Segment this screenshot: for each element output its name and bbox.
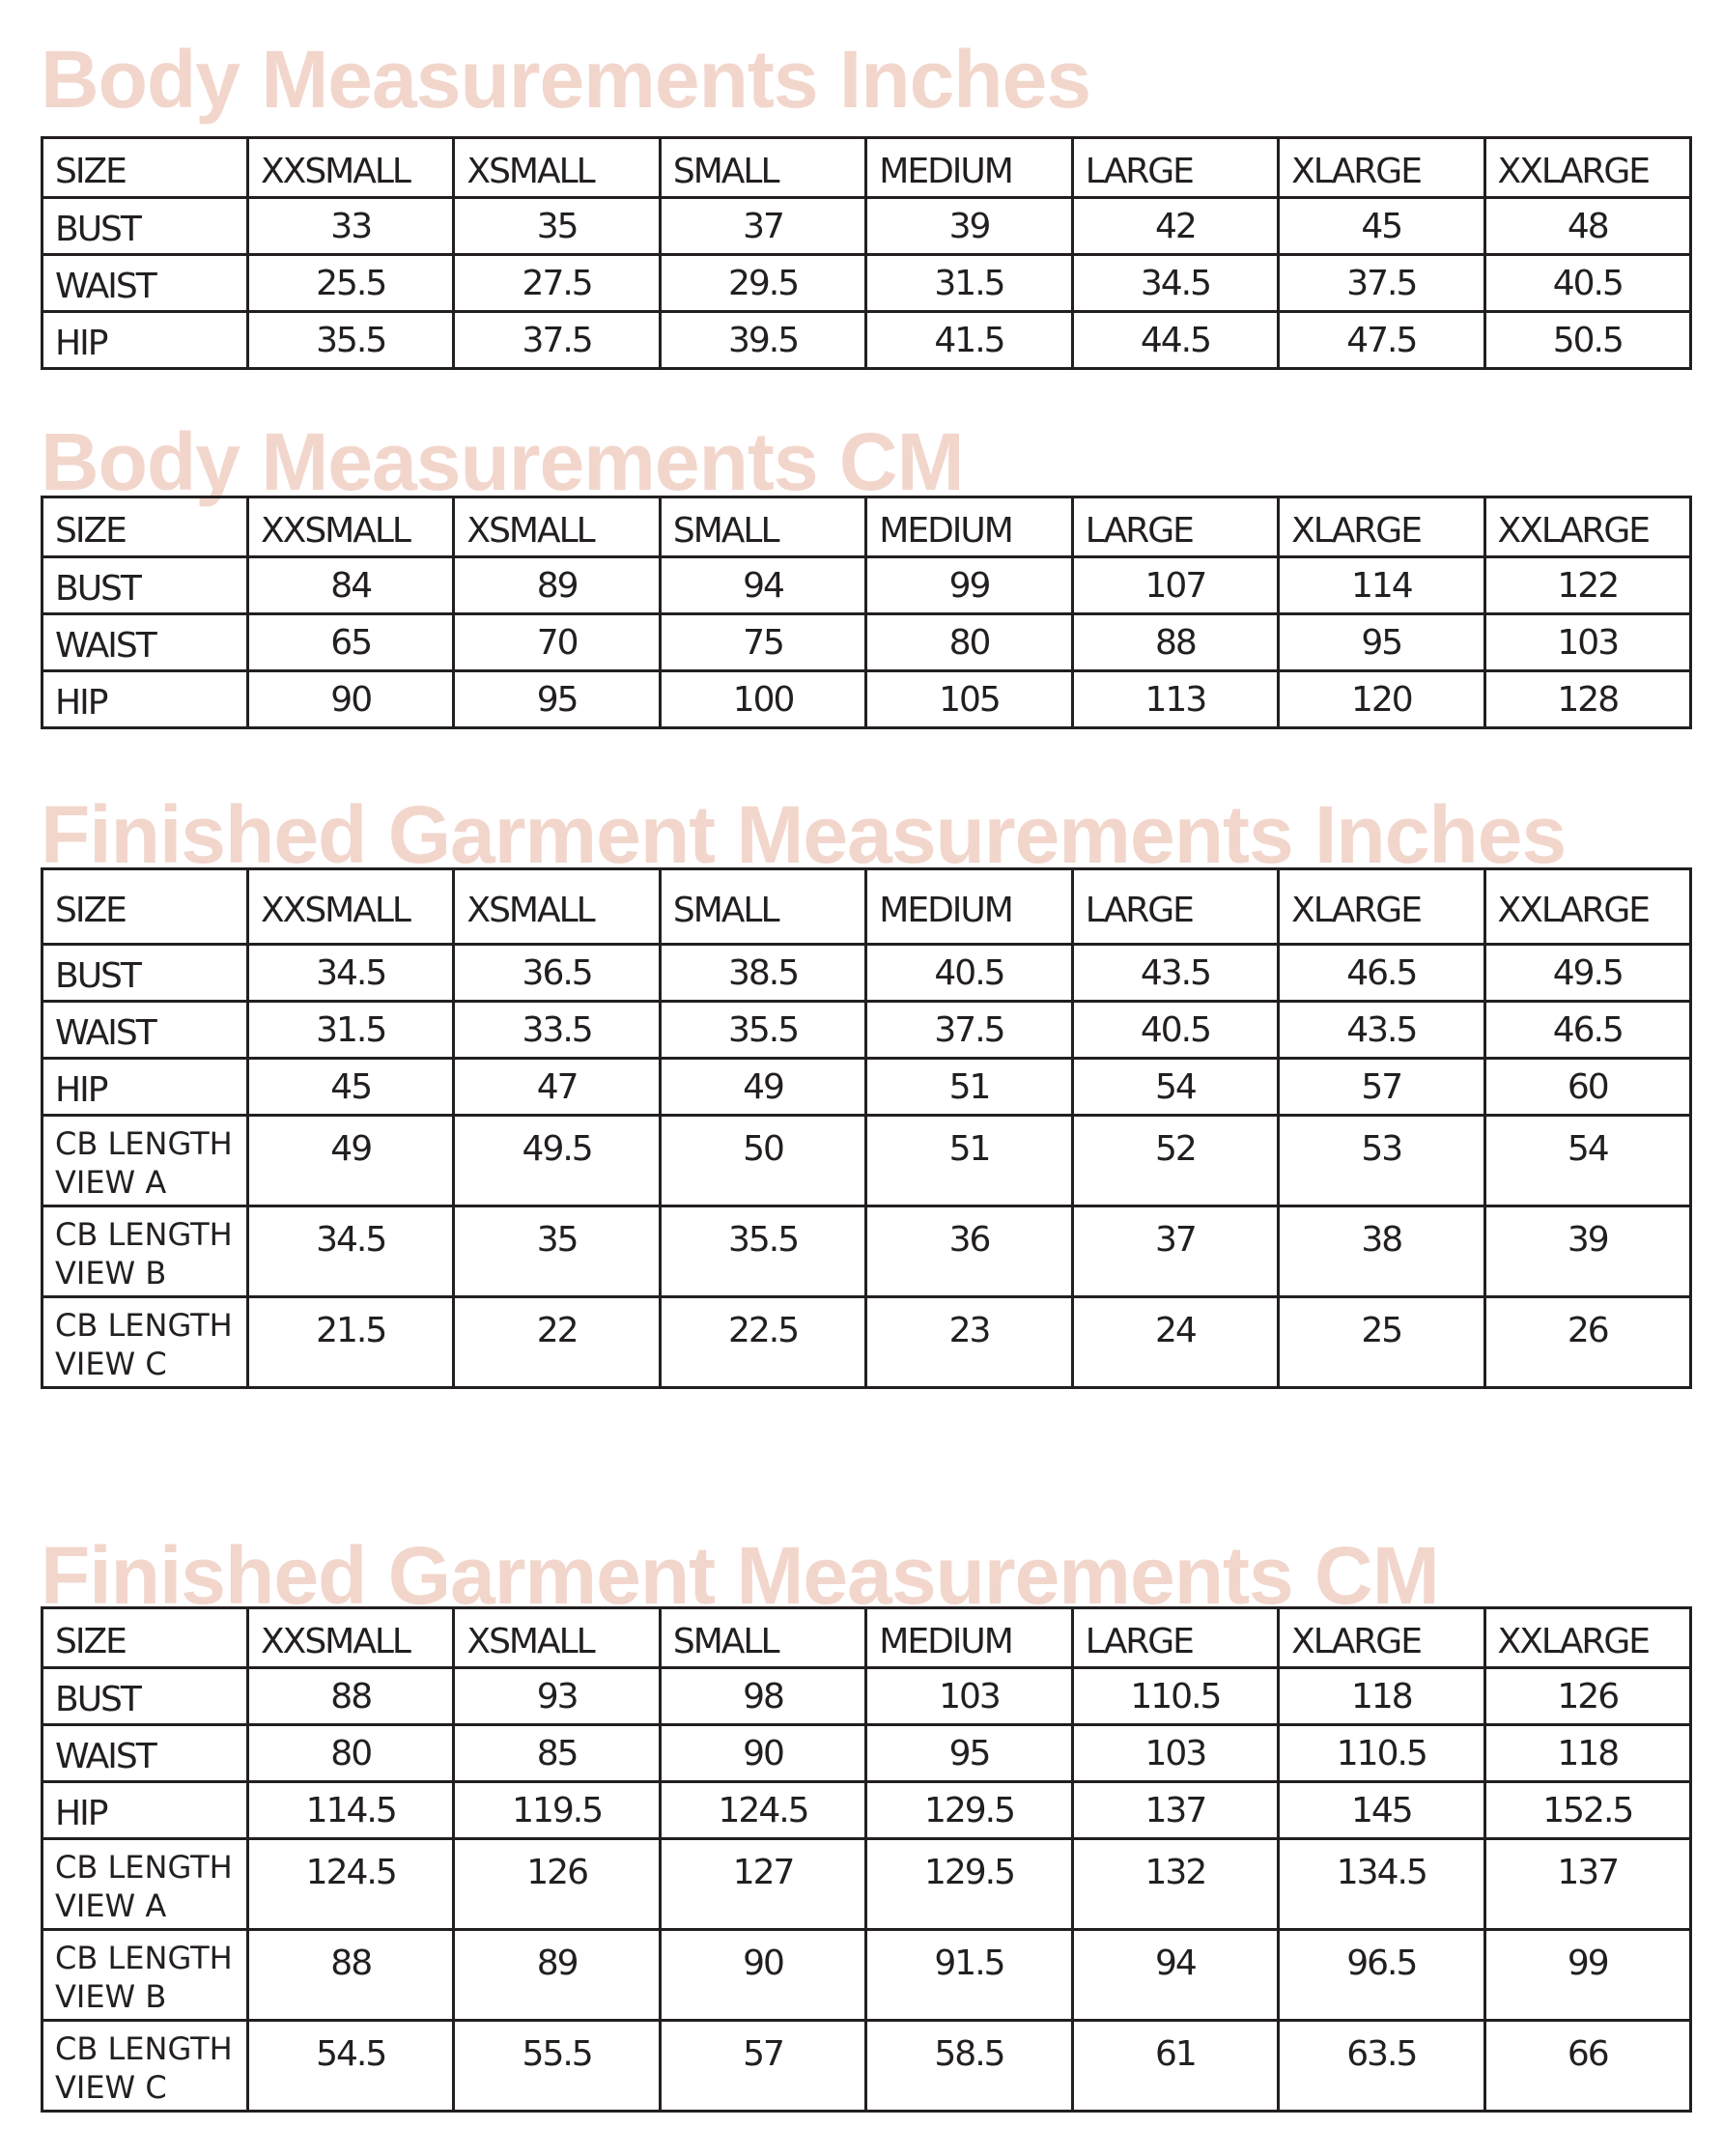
value-cell-large: 52 — [1072, 1116, 1278, 1206]
row-label-line: HIP — [55, 683, 107, 723]
row-label-line: HIP — [55, 1070, 107, 1110]
size-xsmall-header: XSMALL — [454, 869, 660, 945]
size-small-header: SMALL — [660, 138, 865, 198]
value-cell-xxsmall: 35.5 — [248, 312, 454, 369]
size-large-header: LARGE — [1072, 1608, 1278, 1668]
row-label-line: VIEW B — [55, 1255, 167, 1291]
value-cell-xxsmall: 90 — [248, 671, 454, 728]
value-cell-xxsmall: 33 — [248, 198, 454, 255]
value-cell-medium: 99 — [866, 557, 1072, 614]
value-cell-medium: 91.5 — [866, 1930, 1072, 2021]
value-cell-large: 42 — [1072, 198, 1278, 255]
value-cell-medium: 95 — [866, 1725, 1072, 1782]
size-medium-header: MEDIUM — [866, 1608, 1072, 1668]
value-cell-xlarge: 25 — [1279, 1297, 1484, 1388]
value-cell-large: 132 — [1072, 1839, 1278, 1930]
value-cell-xsmall: 70 — [454, 614, 660, 671]
value-cell-large: 44.5 — [1072, 312, 1278, 369]
row-label — [42, 1206, 248, 1297]
value-cell-small: 75 — [660, 614, 865, 671]
table-row — [42, 2021, 1691, 2112]
value-cell-medium: 129.5 — [866, 1782, 1072, 1839]
row-label — [42, 557, 248, 614]
value-cell-large: 88 — [1072, 614, 1278, 671]
row-label — [42, 1839, 248, 1930]
value-cell-xlarge: 38 — [1279, 1206, 1484, 1297]
value-cell-xxlarge: 39 — [1484, 1206, 1690, 1297]
row-label-line: BUST — [55, 210, 140, 249]
size-xxsmall-header: XXSMALL — [248, 138, 454, 198]
value-cell-xxlarge: 99 — [1484, 1930, 1690, 2021]
row-label-line: VIEW C — [55, 1346, 167, 1382]
value-cell-xsmall: 89 — [454, 1930, 660, 2021]
row-label — [42, 945, 248, 1002]
value-cell-small: 90 — [660, 1930, 865, 2021]
value-cell-xsmall: 85 — [454, 1725, 660, 1782]
value-cell-xlarge: 57 — [1279, 1059, 1484, 1116]
size-medium-header: MEDIUM — [866, 138, 1072, 198]
size-xxsmall-header: XXSMALL — [248, 497, 454, 557]
table-row — [42, 1725, 1691, 1782]
value-cell-medium: 103 — [866, 1668, 1072, 1725]
value-cell-xlarge: 96.5 — [1279, 1930, 1484, 2021]
value-cell-xxsmall: 80 — [248, 1725, 454, 1782]
row-label — [42, 1002, 248, 1059]
size-header-cell: SIZE — [42, 1608, 248, 1668]
size-xlarge-header: XLARGE — [1279, 869, 1484, 945]
value-cell-xsmall: 27.5 — [454, 255, 660, 312]
value-cell-xlarge: 95 — [1279, 614, 1484, 671]
row-label-line: BUST — [55, 1680, 140, 1719]
value-cell-xxlarge: 60 — [1484, 1059, 1690, 1116]
value-cell-xlarge: 120 — [1279, 671, 1484, 728]
row-label-line: CB LENGTH — [55, 1940, 233, 1976]
size-header-cell: SIZE — [42, 497, 248, 557]
table-row — [42, 1116, 1691, 1206]
row-label-line: WAIST — [55, 1013, 155, 1053]
value-cell-xxsmall: 45 — [248, 1059, 454, 1116]
value-cell-xsmall: 35 — [454, 198, 660, 255]
value-cell-xxlarge: 137 — [1484, 1839, 1690, 1930]
value-cell-small: 100 — [660, 671, 865, 728]
row-label — [42, 1116, 248, 1206]
value-cell-xlarge: 45 — [1279, 198, 1484, 255]
header-row — [42, 138, 1691, 198]
row-label-line: VIEW C — [55, 2069, 167, 2106]
row-label-line: WAIST — [55, 1737, 155, 1776]
row-label-line: VIEW B — [55, 1978, 167, 2015]
value-cell-xxlarge: 128 — [1484, 671, 1690, 728]
table-row — [42, 614, 1691, 671]
section-title-body-inches: Body Measurements Inches — [41, 34, 1091, 125]
value-cell-medium: 80 — [866, 614, 1072, 671]
value-cell-small: 29.5 — [660, 255, 865, 312]
size-xsmall-header: XSMALL — [454, 1608, 660, 1668]
value-cell-small: 98 — [660, 1668, 865, 1725]
table-row — [42, 1297, 1691, 1388]
value-cell-xxsmall: 88 — [248, 1930, 454, 2021]
value-cell-xxsmall: 49 — [248, 1116, 454, 1206]
size-xxlarge-header: XXLARGE — [1484, 497, 1690, 557]
value-cell-xxlarge: 126 — [1484, 1668, 1690, 1725]
row-label-line: CB LENGTH — [55, 1307, 233, 1344]
value-cell-xxlarge: 48 — [1484, 198, 1690, 255]
value-cell-xsmall: 33.5 — [454, 1002, 660, 1059]
size-xsmall-header: XSMALL — [454, 138, 660, 198]
row-label-line: BUST — [55, 569, 140, 609]
value-cell-xxsmall: 88 — [248, 1668, 454, 1725]
value-cell-large: 24 — [1072, 1297, 1278, 1388]
table-row — [42, 312, 1691, 369]
value-cell-medium: 31.5 — [866, 255, 1072, 312]
value-cell-xxsmall: 54.5 — [248, 2021, 454, 2112]
value-cell-small: 37 — [660, 198, 865, 255]
size-medium-header: MEDIUM — [866, 497, 1072, 557]
row-label-line: CB LENGTH — [55, 2030, 233, 2067]
value-cell-xxlarge: 46.5 — [1484, 1002, 1690, 1059]
value-cell-small: 127 — [660, 1839, 865, 1930]
row-label-line: HIP — [55, 1794, 107, 1833]
value-cell-xsmall: 119.5 — [454, 1782, 660, 1839]
row-label — [42, 312, 248, 369]
size-xsmall-header: XSMALL — [454, 497, 660, 557]
row-label — [42, 198, 248, 255]
table-row — [42, 671, 1691, 728]
value-cell-large: 103 — [1072, 1725, 1278, 1782]
value-cell-xlarge: 134.5 — [1279, 1839, 1484, 1930]
row-label — [42, 671, 248, 728]
table-row — [42, 1206, 1691, 1297]
value-cell-large: 43.5 — [1072, 945, 1278, 1002]
row-label-line: CB LENGTH — [55, 1849, 233, 1886]
size-xlarge-header: XLARGE — [1279, 1608, 1484, 1668]
row-label-line: WAIST — [55, 626, 155, 666]
section-title-body-cm: Body Measurements CM — [41, 416, 964, 507]
value-cell-xlarge: 110.5 — [1279, 1725, 1484, 1782]
value-cell-xxsmall: 25.5 — [248, 255, 454, 312]
row-label — [42, 1668, 248, 1725]
size-xxlarge-header: XXLARGE — [1484, 869, 1690, 945]
table-row — [42, 945, 1691, 1002]
value-cell-small: 124.5 — [660, 1782, 865, 1839]
value-cell-small: 90 — [660, 1725, 865, 1782]
row-label — [42, 614, 248, 671]
value-cell-large: 61 — [1072, 2021, 1278, 2112]
value-cell-xsmall: 36.5 — [454, 945, 660, 1002]
size-table-garment-cm — [41, 1606, 1692, 2113]
value-cell-large: 94 — [1072, 1930, 1278, 2021]
value-cell-xlarge: 43.5 — [1279, 1002, 1484, 1059]
size-medium-header: MEDIUM — [866, 869, 1072, 945]
header-row — [42, 869, 1691, 945]
value-cell-xxlarge: 40.5 — [1484, 255, 1690, 312]
value-cell-xsmall: 49.5 — [454, 1116, 660, 1206]
section-title-garment-cm: Finished Garment Measurements CM — [41, 1530, 1439, 1621]
value-cell-medium: 23 — [866, 1297, 1072, 1388]
section-title-garment-inches: Finished Garment Measurements Inches — [41, 789, 1567, 880]
row-label — [42, 2021, 248, 2112]
value-cell-xsmall: 126 — [454, 1839, 660, 1930]
size-large-header: LARGE — [1072, 138, 1278, 198]
row-label — [42, 1297, 248, 1388]
value-cell-large: 37 — [1072, 1206, 1278, 1297]
value-cell-xxsmall: 34.5 — [248, 1206, 454, 1297]
value-cell-xlarge: 47.5 — [1279, 312, 1484, 369]
value-cell-medium: 36 — [866, 1206, 1072, 1297]
size-small-header: SMALL — [660, 869, 865, 945]
size-large-header: LARGE — [1072, 869, 1278, 945]
value-cell-xxlarge: 50.5 — [1484, 312, 1690, 369]
size-xxsmall-header: XXSMALL — [248, 1608, 454, 1668]
value-cell-xlarge: 114 — [1279, 557, 1484, 614]
value-cell-medium: 51 — [866, 1059, 1072, 1116]
value-cell-large: 54 — [1072, 1059, 1278, 1116]
row-label — [42, 1782, 248, 1839]
value-cell-xxlarge: 152.5 — [1484, 1782, 1690, 1839]
value-cell-xsmall: 55.5 — [454, 2021, 660, 2112]
value-cell-xxlarge: 118 — [1484, 1725, 1690, 1782]
size-small-header: SMALL — [660, 1608, 865, 1668]
value-cell-xxsmall: 31.5 — [248, 1002, 454, 1059]
table-row — [42, 198, 1691, 255]
size-table-body-inches — [41, 136, 1692, 370]
value-cell-small: 94 — [660, 557, 865, 614]
value-cell-xsmall: 89 — [454, 557, 660, 614]
size-xlarge-header: XLARGE — [1279, 138, 1484, 198]
value-cell-xxsmall: 65 — [248, 614, 454, 671]
value-cell-small: 35.5 — [660, 1002, 865, 1059]
size-small-header: SMALL — [660, 497, 865, 557]
value-cell-large: 40.5 — [1072, 1002, 1278, 1059]
value-cell-xxlarge: 54 — [1484, 1116, 1690, 1206]
value-cell-xxlarge: 49.5 — [1484, 945, 1690, 1002]
value-cell-medium: 39 — [866, 198, 1072, 255]
value-cell-xxlarge: 122 — [1484, 557, 1690, 614]
table-row — [42, 557, 1691, 614]
header-row — [42, 497, 1691, 557]
header-row — [42, 1608, 1691, 1668]
value-cell-xsmall: 95 — [454, 671, 660, 728]
value-cell-xlarge: 145 — [1279, 1782, 1484, 1839]
row-label-line: WAIST — [55, 267, 155, 306]
table-row — [42, 1839, 1691, 1930]
row-label — [42, 1059, 248, 1116]
value-cell-xlarge: 53 — [1279, 1116, 1484, 1206]
table-row — [42, 1782, 1691, 1839]
value-cell-small: 39.5 — [660, 312, 865, 369]
value-cell-xxlarge: 26 — [1484, 1297, 1690, 1388]
row-label-line: HIP — [55, 324, 107, 363]
size-xxsmall-header: XXSMALL — [248, 869, 454, 945]
row-label-line: BUST — [55, 956, 140, 996]
size-header-cell: SIZE — [42, 869, 248, 945]
row-label — [42, 1930, 248, 2021]
size-xlarge-header: XLARGE — [1279, 497, 1484, 557]
value-cell-medium: 37.5 — [866, 1002, 1072, 1059]
value-cell-xsmall: 35 — [454, 1206, 660, 1297]
value-cell-medium: 41.5 — [866, 312, 1072, 369]
value-cell-xsmall: 37.5 — [454, 312, 660, 369]
value-cell-large: 137 — [1072, 1782, 1278, 1839]
value-cell-xxsmall: 21.5 — [248, 1297, 454, 1388]
size-header-cell: SIZE — [42, 138, 248, 198]
table-row — [42, 255, 1691, 312]
row-label-line: VIEW A — [55, 1887, 167, 1924]
value-cell-large: 110.5 — [1072, 1668, 1278, 1725]
value-cell-large: 113 — [1072, 671, 1278, 728]
table-row — [42, 1668, 1691, 1725]
size-large-header: LARGE — [1072, 497, 1278, 557]
value-cell-xxsmall: 84 — [248, 557, 454, 614]
value-cell-xlarge: 37.5 — [1279, 255, 1484, 312]
row-label — [42, 255, 248, 312]
size-xxlarge-header: XXLARGE — [1484, 1608, 1690, 1668]
value-cell-small: 38.5 — [660, 945, 865, 1002]
value-cell-medium: 129.5 — [866, 1839, 1072, 1930]
row-label-line: CB LENGTH — [55, 1216, 233, 1253]
table-row — [42, 1930, 1691, 2021]
value-cell-medium: 51 — [866, 1116, 1072, 1206]
value-cell-xxsmall: 114.5 — [248, 1782, 454, 1839]
row-label-line: VIEW A — [55, 1164, 167, 1201]
value-cell-xlarge: 63.5 — [1279, 2021, 1484, 2112]
size-table-garment-inches — [41, 867, 1692, 1389]
size-table-body-cm — [41, 496, 1692, 729]
value-cell-small: 57 — [660, 2021, 865, 2112]
value-cell-xlarge: 118 — [1279, 1668, 1484, 1725]
value-cell-medium: 40.5 — [866, 945, 1072, 1002]
value-cell-xlarge: 46.5 — [1279, 945, 1484, 1002]
value-cell-medium: 105 — [866, 671, 1072, 728]
value-cell-xsmall: 93 — [454, 1668, 660, 1725]
value-cell-xxsmall: 124.5 — [248, 1839, 454, 1930]
size-xxlarge-header: XXLARGE — [1484, 138, 1690, 198]
value-cell-small: 49 — [660, 1059, 865, 1116]
value-cell-xxsmall: 34.5 — [248, 945, 454, 1002]
value-cell-xsmall: 47 — [454, 1059, 660, 1116]
value-cell-small: 50 — [660, 1116, 865, 1206]
value-cell-xsmall: 22 — [454, 1297, 660, 1388]
value-cell-xxlarge: 103 — [1484, 614, 1690, 671]
row-label-line: CB LENGTH — [55, 1125, 233, 1162]
value-cell-xxlarge: 66 — [1484, 2021, 1690, 2112]
value-cell-large: 34.5 — [1072, 255, 1278, 312]
value-cell-small: 22.5 — [660, 1297, 865, 1388]
value-cell-medium: 58.5 — [866, 2021, 1072, 2112]
value-cell-small: 35.5 — [660, 1206, 865, 1297]
table-row — [42, 1059, 1691, 1116]
value-cell-large: 107 — [1072, 557, 1278, 614]
row-label — [42, 1725, 248, 1782]
table-row — [42, 1002, 1691, 1059]
